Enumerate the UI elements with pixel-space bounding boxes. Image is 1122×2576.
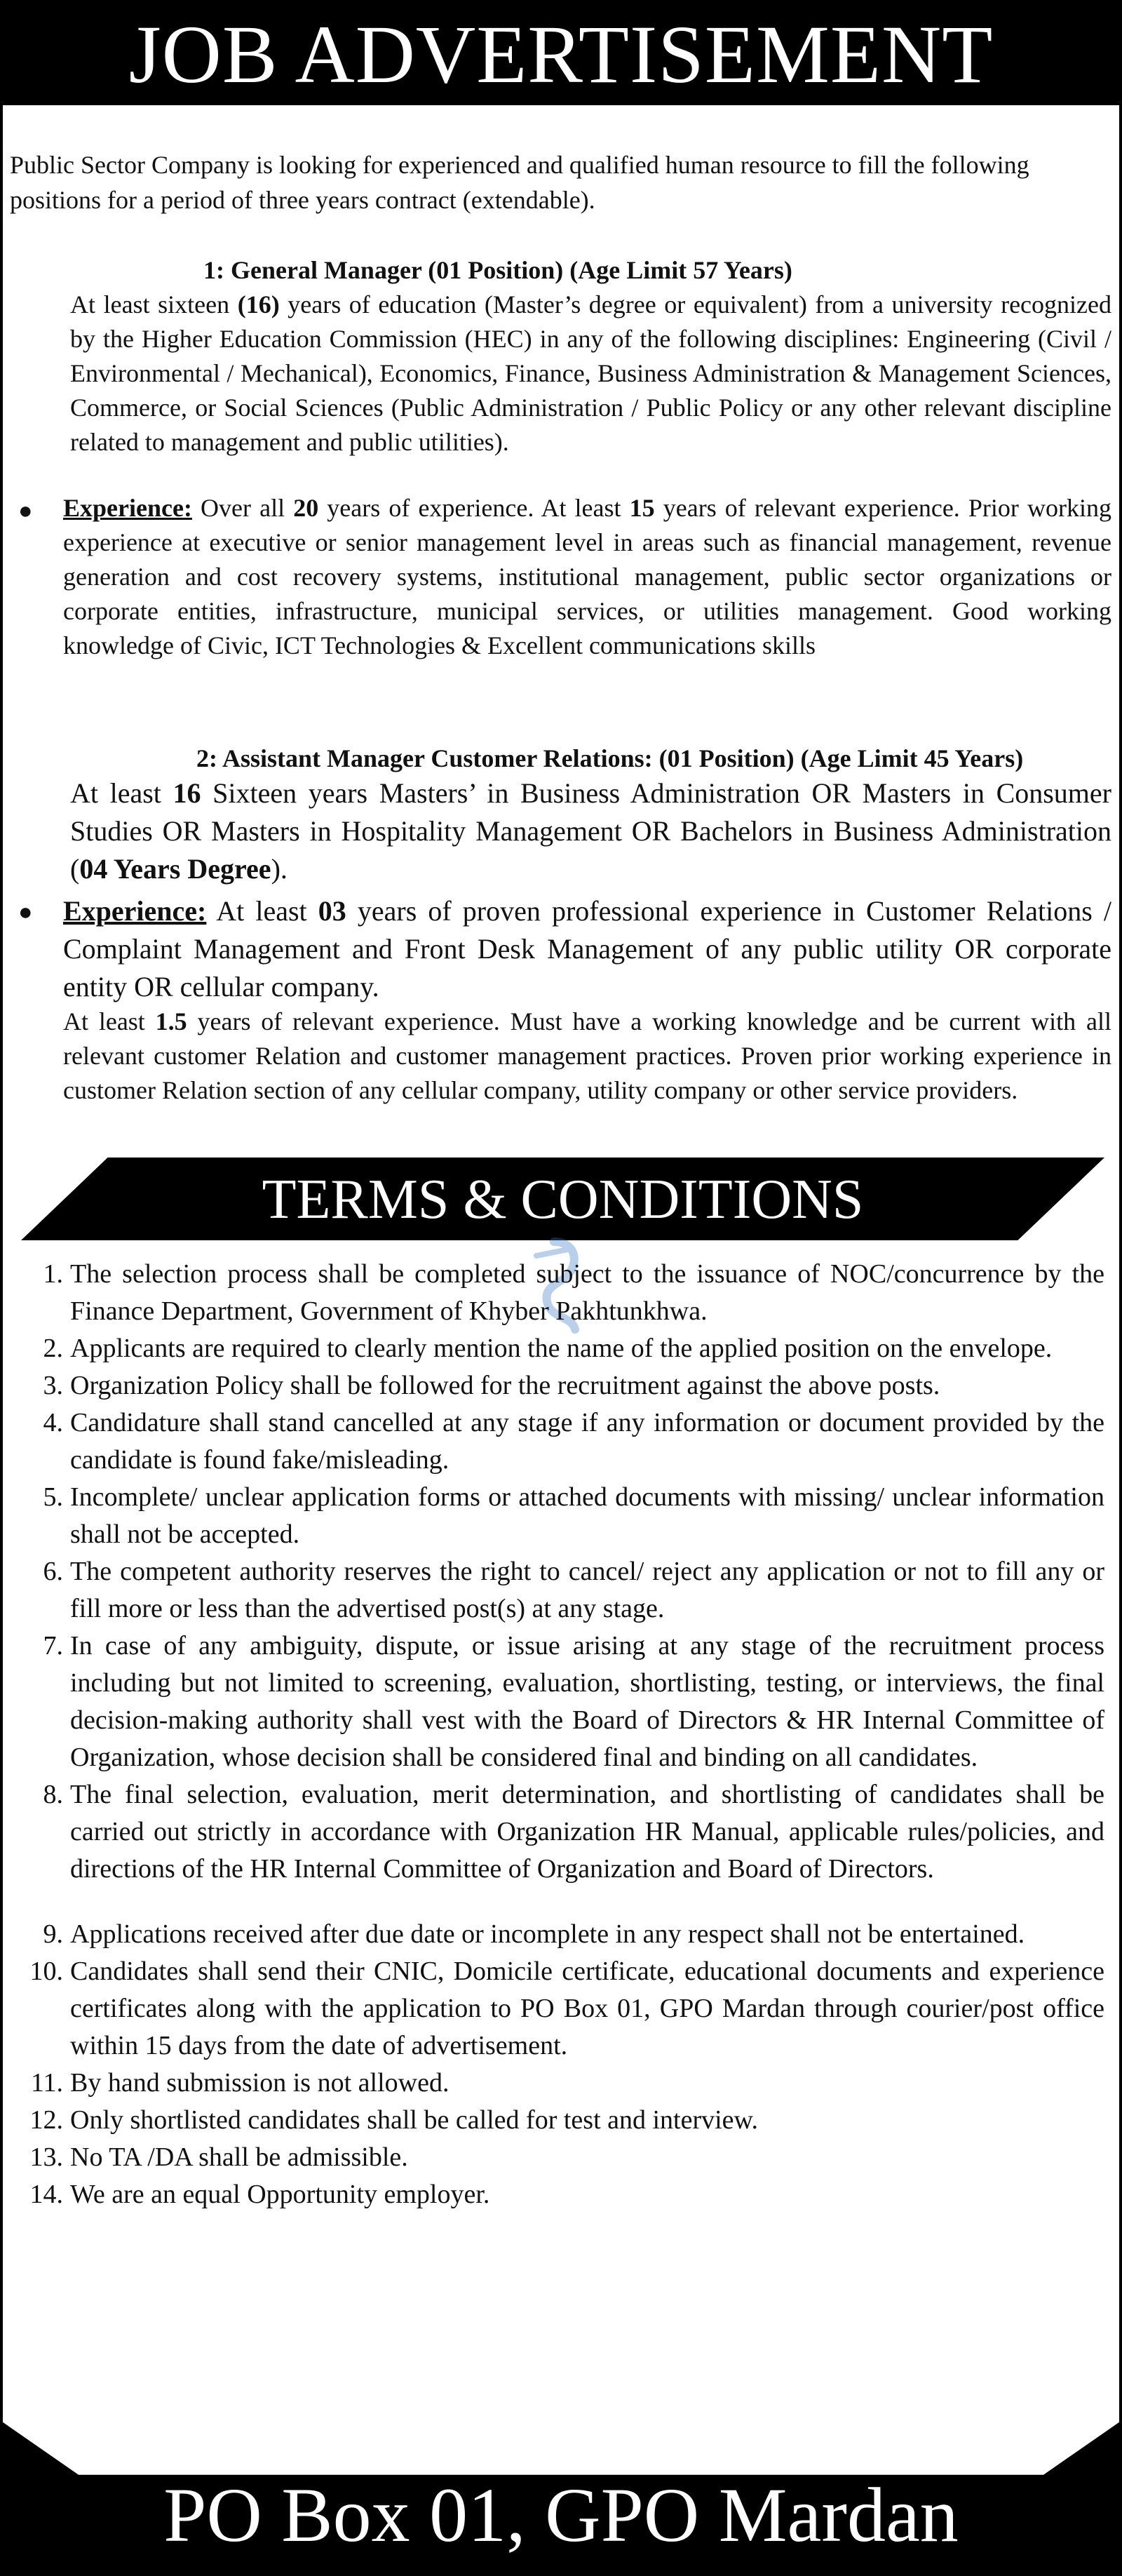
terms-item-text: Applicants are required to clearly mention the name of the applied position on the envelope. — [70, 1334, 1053, 1363]
terms-item-number: 3. — [43, 1371, 63, 1400]
page-title: JOB ADVERTISEMENT — [128, 8, 994, 100]
terms-list — [21, 1256, 1104, 2213]
terms-item — [21, 1776, 1104, 1888]
terms-item-text: Applications received after due date or incomplete in any respect shall not be entertained. — [70, 1919, 1025, 1949]
terms-item-text: The selection process shall be completed subject to the issuance of NOC/concurrence by the Finance Department, Government of Khyber Pakhtunkhwa. — [70, 1259, 1104, 1326]
terms-item-number: 7. — [43, 1631, 63, 1661]
job2-additional-detail: years of relevant experience. Must have a working knowledge and be current with all relevant customer Relation and customer management practices. Proven prior working experience in customer Relation section of any cellular company, utility company or other service providers. — [63, 1007, 1111, 1104]
job1-education-text: At least sixteen — [70, 290, 238, 318]
terms-item — [21, 1553, 1104, 1628]
footer-address: PO Box 01, GPO Mardan — [163, 2472, 959, 2558]
job2-education — [70, 774, 1111, 888]
job1-experience-detail: years of relevant experience. Prior working experience at executive or senior management level in areas such as financial management, revenue generation and cost recovery systems, institutional management, public sector organizations or corporate entities, infrastructure, municipal services, or utilities management. Good working knowledge of Civic, ICT Technologies & Excellent communications skills — [63, 494, 1112, 659]
job1-experience-label: Experience: — [63, 494, 192, 522]
terms-item — [21, 1479, 1104, 1553]
terms-item-number: 5. — [43, 1482, 63, 1512]
job2-heading: 2: Assistant Manager Customer Relations: (01 Position) (Age Limit 45 Years) — [196, 744, 1024, 772]
terms-item-text: Incomplete/ unclear application forms or attached documents with missing/ unclear information shall not be accepted. — [70, 1482, 1104, 1549]
terms-item-number: 14. — [29, 2180, 63, 2209]
terms-item-text: Candidates shall send their CNIC, Domicile certificate, educational documents and experience certificates along with the application to PO Box 01, GPO Mardan through courier/post office within 15 days from the date of advertisement. — [70, 1957, 1104, 2060]
terms-item-number: 8. — [43, 1780, 63, 1809]
job2-education-text: At least — [70, 777, 173, 809]
job1-education-detail: years of education (Master’s degree or equivalent) from a university recognized by the Higher Education Commission (HEC) in any of the following disciplines: Engineering (Civil / Environmental / Mechanical), Economics, Finance, Business Administration & Management Sciences, Commerce, or Social Sciences (Public Administration / Public Policy or any other relevant discipline related to management and public utilities). — [70, 290, 1111, 456]
job2-additional-text: At least — [63, 1007, 156, 1035]
terms-item-text: Candidature shall stand cancelled at any stage if any information or document provided by the candidate is found fake/misleading. — [70, 1408, 1104, 1475]
job2-education-end: ). — [271, 853, 288, 885]
job1-experience-text: years of experience. At least — [318, 494, 630, 522]
terms-item — [21, 1916, 1104, 1953]
job2-education-detail: Sixteen years Masters’ in Business Administration OR Masters in Consumer Studies OR Masters in Hospitality Management OR Bachelors in Business Administration ( — [70, 777, 1111, 885]
terms-item-number: 10. — [29, 1957, 63, 1986]
terms-item-number: 2. — [43, 1334, 63, 1363]
job1-experience-text: Over all — [191, 494, 294, 522]
terms-title: TERMS & CONDITIONS — [262, 1169, 864, 1230]
job1-education — [70, 288, 1111, 459]
intro-text: Public Sector Company is looking for experienced and qualified human resource to fill the following positions for a period of three years contract (extendable). — [10, 151, 1029, 214]
job2-experience — [63, 892, 1111, 1006]
terms-item — [21, 2102, 1104, 2139]
bullet-icon: ● — [18, 899, 33, 925]
terms-item-text: The competent authority reserves the right to cancel/ reject any application or not to fill any or fill more or less than the advertised post(s) at any stage. — [70, 1557, 1104, 1623]
job2-additional-years: 1.5 — [155, 1007, 187, 1035]
job2-experience-label: Experience: — [63, 895, 207, 927]
terms-item-number: 12. — [29, 2105, 63, 2135]
terms-item — [21, 2065, 1104, 2102]
job1-heading: 1: General Manager (01 Position) (Age Limit 57 Years) — [203, 256, 792, 284]
job1-experience — [63, 491, 1111, 663]
terms-item-number: 4. — [43, 1408, 63, 1437]
terms-item-text: In case of any ambiguity, dispute, or issue arising at any stage of the recruitment process including but not limited to screening, evaluation, shortlisting, testing, or interviews, the final decision-making authority shall vest with the Board of Directors & HR Internal Committee of Organization, whose decision shall be considered final and binding on all candidates. — [70, 1631, 1104, 1772]
terms-item — [21, 1367, 1104, 1404]
job2-experience-detail: years of proven professional experience in Customer Relations / Complaint Management and Front Desk Management of any public utility OR corporate entity OR cellular company. — [63, 895, 1111, 1002]
job1-experience-total: 20 — [293, 494, 319, 522]
terms-item-text: Organization Policy shall be followed for the recruitment against the above posts. — [70, 1371, 940, 1400]
terms-item-text: No TA /DA shall be admissible. — [70, 2142, 408, 2172]
job2-experience-years: 03 — [318, 895, 346, 927]
terms-item-text: Only shortlisted candidates shall be called for test and interview. — [70, 2105, 759, 2135]
job2-education-years: 16 — [173, 777, 201, 809]
job1-experience-relevant: 15 — [629, 494, 655, 522]
terms-item — [21, 2176, 1104, 2213]
terms-item — [21, 1953, 1104, 2065]
job1-education-years: (16) — [237, 290, 280, 318]
terms-item-number: 9. — [43, 1919, 63, 1949]
terms-item — [21, 1628, 1104, 1776]
terms-item-number: 13. — [29, 2142, 63, 2172]
job2-experience-text: At least — [206, 895, 318, 927]
terms-item-text: The final selection, evaluation, merit determination, and shortlisting of candidates shall be carried out strictly in accordance with Organization HR Manual, applicable rules/policies, and directions of the HR Internal Committee of Organization and Board of Directors. — [70, 1780, 1104, 1884]
terms-item-text: By hand submission is not allowed. — [70, 2068, 450, 2098]
terms-item-number: 6. — [43, 1557, 63, 1586]
terms-item — [21, 1404, 1104, 1479]
terms-item-number: 11. — [30, 2068, 63, 2098]
job2-additional — [63, 1005, 1111, 1108]
terms-item — [21, 1330, 1104, 1367]
bullet-icon: ● — [18, 498, 33, 524]
terms-item-number: 1. — [43, 1259, 63, 1289]
terms-item — [21, 1256, 1104, 1330]
job2-degree-duration: 04 Years Degree — [79, 853, 271, 885]
terms-item-text: We are an equal Opportunity employer. — [70, 2180, 490, 2209]
terms-item — [21, 2139, 1104, 2176]
